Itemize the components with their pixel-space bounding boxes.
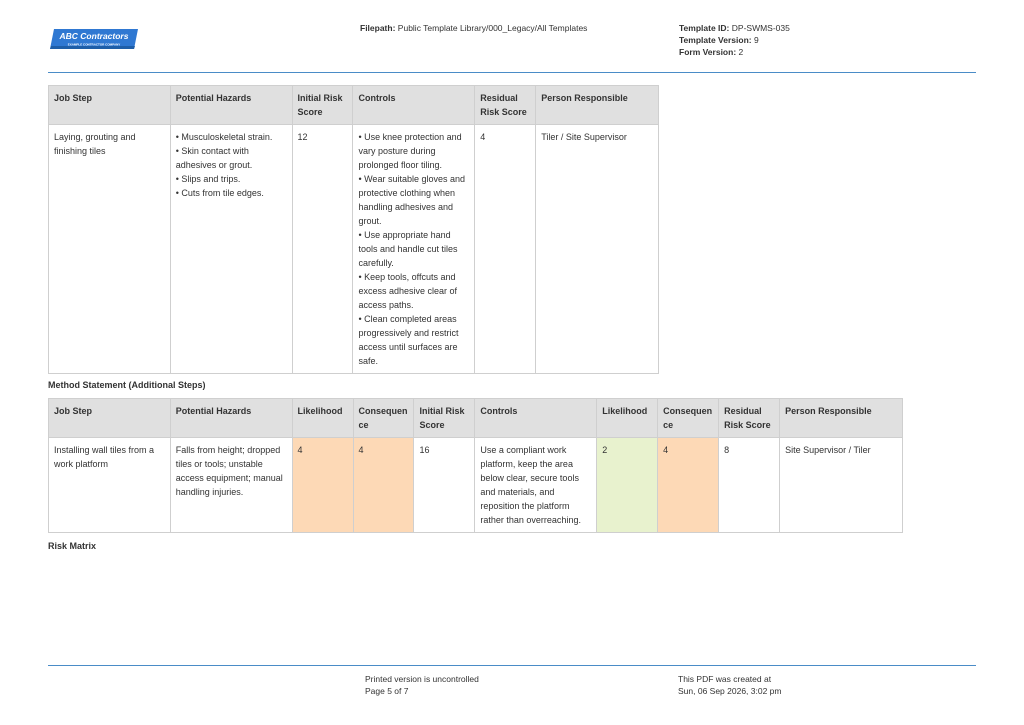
form-version-value: 2	[738, 47, 744, 57]
header-divider	[48, 72, 976, 73]
control-item: • Wear suitable gloves and protective clothing when handling adhesives and grout.	[358, 174, 465, 226]
table-header-row	[49, 86, 659, 125]
col-likelihood-initial: Likelihood	[292, 399, 353, 438]
method-statement-title: Method Statement (Additional Steps)	[48, 380, 206, 390]
control-item: • Use knee protection and vary posture during prolonged floor tiling.	[358, 132, 462, 170]
person-responsible-cell: Site Supervisor / Tiler	[780, 438, 903, 533]
risk-matrix-title: Risk Matrix	[48, 541, 97, 551]
uncontrolled-notice: Printed version is uncontrolled	[365, 674, 479, 684]
likelihood-initial-cell: 4	[292, 438, 353, 533]
consequence-residual-cell: 4	[658, 438, 719, 533]
control-item: • Clean completed areas progressively and restrict access until surfaces are safe.	[358, 314, 459, 366]
hazards-cell: Falls from height; dropped tiles or tools; unstable access equipment; manual handling injuries.	[170, 438, 292, 533]
person-responsible-cell: Tiler / Site Supervisor	[536, 125, 659, 374]
residual-risk-cell: 4	[475, 125, 536, 374]
col-residual-risk: Residual Risk Score	[719, 399, 780, 438]
col-potential-hazards: Potential Hazards	[170, 86, 292, 125]
table-header-row	[49, 399, 903, 438]
filepath-value: Public Template Library/000_Legacy/All Templates	[397, 23, 588, 33]
col-potential-hazards: Potential Hazards	[170, 399, 292, 438]
col-likelihood-residual: Likelihood	[597, 399, 658, 438]
col-initial-risk: Initial Risk Score	[292, 86, 353, 125]
created-timestamp: Sun, 06 Sep 2026, 3:02 pm	[678, 686, 782, 696]
hazard-item: • Slips and trips.	[175, 174, 241, 184]
controls-cell	[353, 125, 475, 374]
col-residual-risk: Residual Risk Score	[475, 86, 536, 125]
footer-right	[678, 673, 782, 697]
swms-table	[48, 85, 659, 374]
company-logo	[48, 27, 140, 53]
initial-risk-cell: 16	[414, 438, 475, 533]
consequence-initial-cell: 4	[353, 438, 414, 533]
template-id-label: Template ID:	[679, 23, 730, 33]
filepath	[360, 22, 587, 34]
residual-risk-cell: 8	[719, 438, 780, 533]
footer-left	[365, 673, 479, 697]
hazard-item: • Musculoskeletal strain.	[175, 132, 273, 142]
table-row	[49, 125, 659, 374]
col-person-responsible: Person Responsible	[536, 86, 659, 125]
col-controls: Controls	[353, 86, 475, 125]
col-consequence-initial: Consequen ce	[353, 399, 414, 438]
job-step-cell: Laying, grouting and finishing tiles	[49, 125, 171, 374]
template-version-value: 9	[753, 35, 759, 45]
logo-subtext: EXAMPLE CONTRACTOR COMPANY	[67, 42, 121, 47]
hazards-cell	[170, 125, 292, 374]
hazard-item: • Skin contact with adhesives or grout.	[175, 146, 253, 170]
page-number: Page 5 of 7	[365, 686, 409, 696]
template-version-label: Template Version:	[679, 35, 752, 45]
control-item: • Use appropriate hand tools and handle cut tiles carefully.	[358, 230, 458, 268]
footer-divider	[48, 665, 976, 666]
controls-cell: Use a compliant work platform, keep the area below clear, secure tools and materials, and reposition the platform rather than overreaching.	[475, 438, 597, 533]
col-controls: Controls	[475, 399, 597, 438]
form-version-label: Form Version:	[679, 47, 737, 57]
filepath-label: Filepath:	[360, 23, 396, 33]
hazard-item: • Cuts from tile edges.	[175, 188, 264, 198]
initial-risk-cell: 12	[292, 125, 353, 374]
likelihood-residual-cell: 2	[597, 438, 658, 533]
col-initial-risk: Initial Risk Score	[414, 399, 475, 438]
col-consequence-residual: Consequen ce	[658, 399, 719, 438]
col-job-step: Job Step	[49, 399, 171, 438]
template-id-value: DP-SWMS-035	[731, 23, 790, 33]
template-info	[679, 22, 790, 58]
control-item: • Keep tools, offcuts and excess adhesive clear of access paths.	[358, 272, 458, 310]
logo-text: ABC Contractors	[59, 31, 129, 41]
job-step-cell: Installing wall tiles from a work platform	[49, 438, 171, 533]
col-job-step: Job Step	[49, 86, 171, 125]
col-person-responsible: Person Responsible	[780, 399, 903, 438]
created-label: This PDF was created at	[678, 674, 772, 684]
method-statement-table	[48, 398, 903, 533]
table-row	[49, 438, 903, 533]
